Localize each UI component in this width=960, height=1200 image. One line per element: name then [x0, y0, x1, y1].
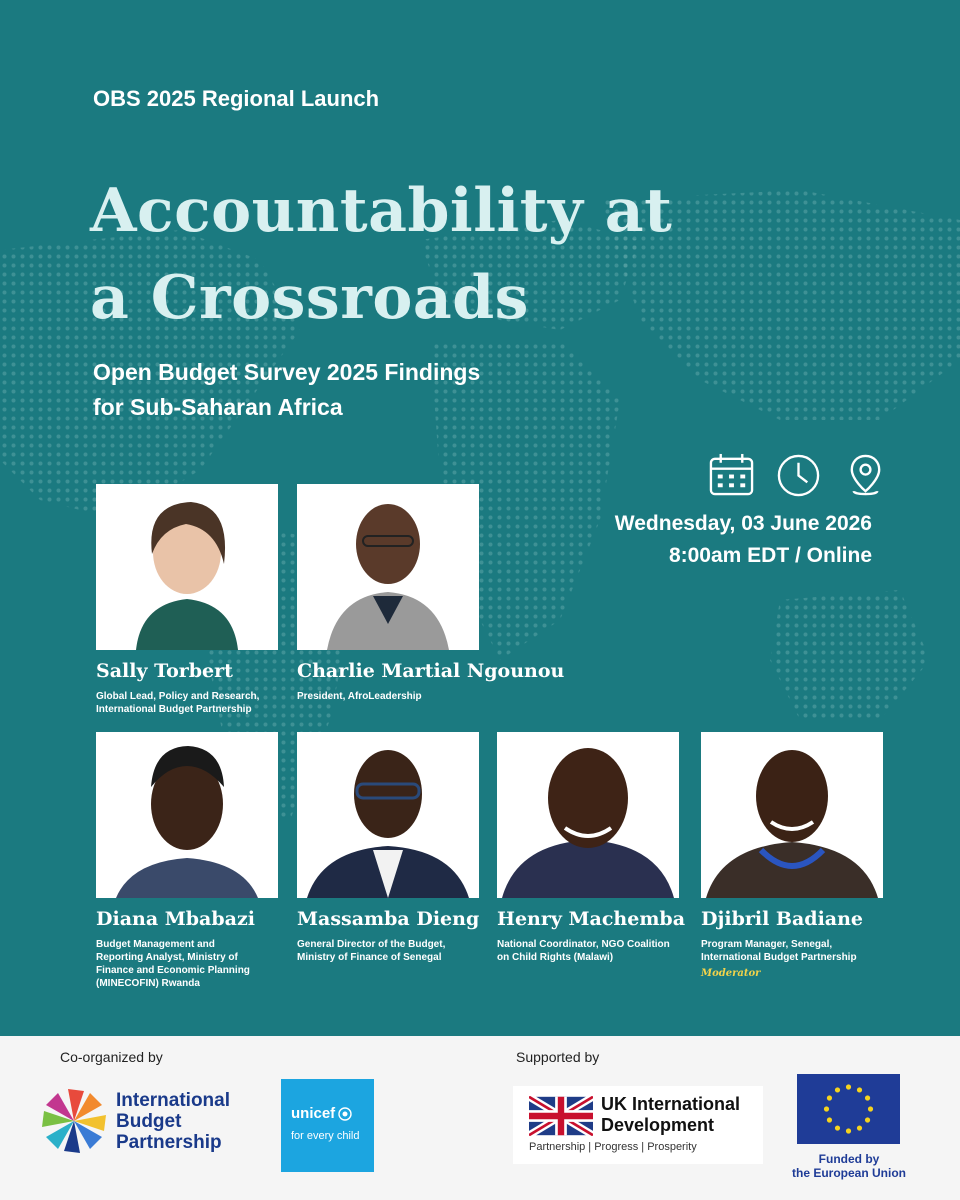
- person-silhouette-icon: [96, 484, 278, 650]
- speaker-role: [297, 690, 564, 703]
- ibp-name-line: Budget: [116, 1110, 182, 1132]
- speaker-role-line: National Coordinator, NGO Coalition: [497, 939, 670, 950]
- speaker-role-line: Ministry of Finance of Senegal: [297, 952, 442, 963]
- eu-star: [857, 1125, 862, 1130]
- speaker-role-line: Budget Management and: [96, 939, 215, 950]
- eu-star: [846, 1084, 851, 1089]
- speaker-name: Henry Machemba: [497, 908, 686, 930]
- ibp-logo: [38, 1085, 230, 1157]
- eu-star: [865, 1117, 870, 1122]
- event-info-icons: [708, 452, 889, 499]
- eu-funding-text: [788, 1152, 910, 1180]
- ibp-name-line: International: [116, 1089, 231, 1111]
- eu-star: [868, 1106, 873, 1111]
- speaker-role-line: Reporting Analyst, Ministry of: [96, 952, 238, 963]
- person-silhouette-icon: [96, 732, 278, 898]
- eu-star: [835, 1087, 840, 1092]
- speaker-role-line: on Child Rights (Malawi): [497, 952, 614, 963]
- event-datetime: [615, 508, 872, 572]
- speaker-role-line: International Budget Partnership: [96, 704, 252, 715]
- speaker-role: [701, 938, 883, 964]
- speaker-photo: [297, 732, 479, 898]
- speaker-role-line: (MINECOFIN) Rwanda: [96, 978, 200, 989]
- event-title: [90, 168, 672, 342]
- speaker-card: [497, 732, 685, 964]
- speaker-card: [96, 732, 278, 990]
- eu-star: [846, 1128, 851, 1133]
- event-title-line: Accountability at: [90, 176, 673, 246]
- clock-icon: [775, 452, 822, 499]
- ibp-name-line: Partnership: [116, 1131, 222, 1153]
- moderator-tag: Moderator: [701, 968, 761, 979]
- event-eyebrow: OBS 2025 Regional Launch: [93, 86, 380, 111]
- speaker-name: Djibril Badiane: [701, 908, 864, 930]
- eu-star: [865, 1095, 870, 1100]
- uk-id-name-line: UK International: [601, 1094, 741, 1114]
- uk-id-name-line: Development: [601, 1115, 715, 1135]
- speaker-card: [297, 732, 479, 964]
- uk-flag-icon: [529, 1096, 593, 1136]
- eu-funding-line: the European Union: [792, 1166, 906, 1180]
- eu-star: [824, 1106, 829, 1111]
- unicef-emblem-icon: [338, 1107, 352, 1121]
- eu-star: [827, 1117, 832, 1122]
- uk-id-tagline: Partnership | Progress | Prosperity: [529, 1141, 697, 1153]
- eu-funding-line: Funded by: [818, 1152, 880, 1166]
- event-title-line: a Crossroads: [90, 263, 529, 333]
- unicef-tagline: for every child: [291, 1130, 360, 1142]
- event-subtitle: [93, 355, 480, 425]
- calendar-icon: [708, 452, 755, 499]
- speaker-role: [96, 690, 278, 716]
- event-subtitle-line: Open Budget Survey 2025 Findings: [93, 359, 481, 385]
- speaker-name: Massamba Dieng: [297, 908, 480, 930]
- person-silhouette-icon: [497, 732, 679, 898]
- ibp-pinwheel-icon: [38, 1085, 110, 1157]
- speaker-photo: [497, 732, 679, 898]
- eu-star: [827, 1095, 832, 1100]
- speaker-role-line: Global Lead, Policy and Research,: [96, 691, 260, 702]
- speaker-role-line: President, AfroLeadership: [297, 691, 422, 702]
- speaker-role-line: Finance and Economic Planning: [96, 965, 250, 976]
- eu-flag-icon: [797, 1074, 900, 1144]
- unicef-logo: [281, 1079, 374, 1172]
- speaker-role: [297, 938, 479, 964]
- speaker-card: [701, 732, 883, 979]
- ibp-name: [116, 1090, 230, 1153]
- speaker-role-line: International Budget Partnership: [701, 952, 857, 963]
- uk-international-development-logo: [513, 1086, 763, 1164]
- speaker-role: [96, 938, 278, 990]
- eu-star: [835, 1125, 840, 1130]
- speaker-photo: [297, 484, 479, 650]
- event-time-place: 8:00am EDT / Online: [668, 544, 872, 567]
- unicef-name: unicef: [291, 1105, 336, 1122]
- speaker-role-line: Program Manager, Senegal,: [701, 939, 833, 950]
- unicef-wordmark: [291, 1105, 366, 1122]
- speaker-name: Charlie Martial Ngounou: [297, 660, 565, 682]
- speaker-card: [297, 484, 564, 703]
- person-silhouette-icon: [297, 732, 479, 898]
- speaker-photo: [701, 732, 883, 898]
- person-silhouette-icon: [297, 484, 479, 650]
- uk-id-name: [601, 1094, 740, 1136]
- speaker-name: Diana Mbabazi: [96, 908, 255, 930]
- person-silhouette-icon: [701, 732, 883, 898]
- speaker-photo: [96, 484, 278, 650]
- speaker-photo: [96, 732, 278, 898]
- eu-star: [857, 1087, 862, 1092]
- speaker-card: [96, 484, 278, 716]
- supported-by-label: Supported by: [516, 1049, 600, 1065]
- speaker-name: Sally Torbert: [96, 660, 233, 682]
- event-subtitle-line: for Sub-Saharan Africa: [93, 394, 343, 420]
- co-organized-label: Co-organized by: [60, 1049, 163, 1065]
- speaker-role: [497, 938, 685, 964]
- location-pin-icon: [842, 452, 889, 499]
- event-date: Wednesday, 03 June 2026: [614, 512, 872, 535]
- speaker-role-line: General Director of the Budget,: [297, 939, 446, 950]
